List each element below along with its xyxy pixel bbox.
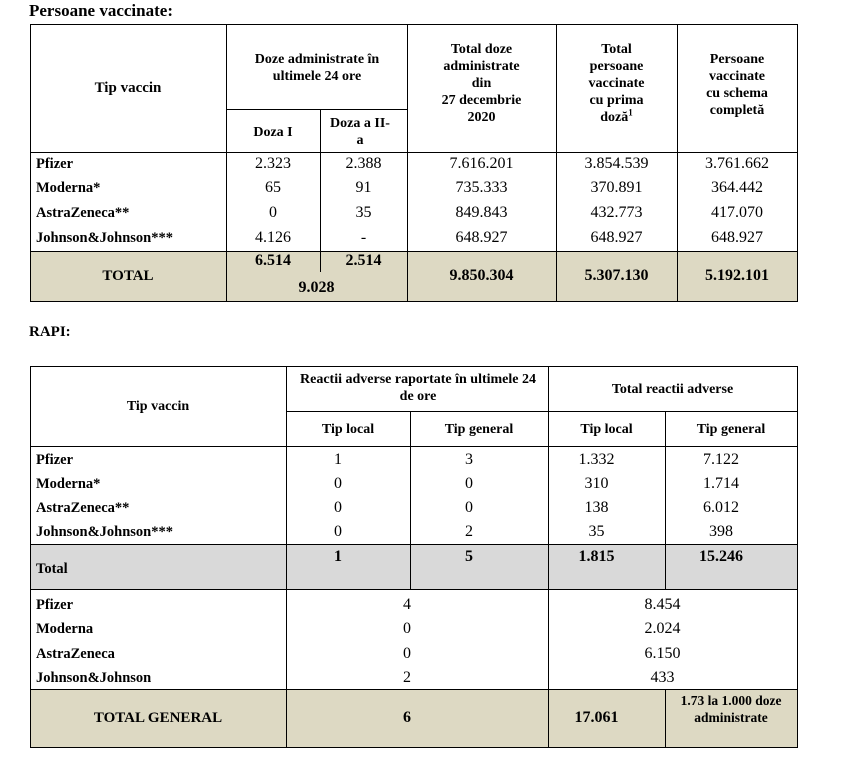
header-tip-vaccin: Tip vaccin (126, 399, 190, 414)
grand-total-24h: 6 (403, 709, 411, 726)
row-vaccine-name: Pfizer (36, 597, 74, 613)
footnote-marker: 1 (628, 107, 633, 118)
cell-local-total: 1.332 (578, 451, 615, 468)
total-label: Total (36, 561, 68, 577)
grand-total-ratio: 1.73 la 1.000 doze administrate (680, 693, 782, 725)
row-vaccine-name: Johnson&Johnson*** (36, 230, 173, 246)
cell-general-total: 6.012 (703, 499, 739, 516)
header-first-line-1: Total (601, 42, 632, 57)
total-first-dose: 5.307.130 (584, 267, 649, 284)
cell-general-total: 7.122 (703, 451, 739, 468)
cell-first-dose: 432.773 (590, 204, 643, 221)
total-general-total: 15.246 (699, 548, 743, 565)
cell-total-doses: 7.616.201 (449, 155, 514, 172)
header-first-line-5 (556, 109, 677, 126)
cell-local-total: 138 (584, 499, 609, 516)
row-vaccine-name: Moderna (36, 621, 94, 637)
header-general-24h: Tip general (444, 422, 514, 437)
cell-reactions-total: 6.150 (644, 645, 681, 662)
total-dose2-24h: 2.514 (345, 252, 382, 269)
row-vaccine-name: AstraZeneca** (36, 500, 130, 516)
header-tip-vaccin: Tip vaccin (94, 80, 162, 96)
cell-first-dose: 370.891 (590, 179, 643, 196)
header-reactions-24h: Reactii adverse raportate în ultimele 24 de ore (300, 372, 536, 404)
cell-reactions-24h: 4 (403, 596, 411, 613)
header-first-dose (556, 41, 677, 126)
cell-general-total: 1.714 (703, 475, 739, 492)
header-local-total: Tip local (580, 422, 633, 437)
cell-dose1-24h: 2.323 (255, 155, 291, 172)
header-local-24h: Tip local (321, 422, 375, 437)
header-total-line-1: Total doze (450, 42, 513, 57)
total-doses: 9.850.304 (449, 267, 514, 284)
cell-first-dose: 648.927 (590, 229, 643, 246)
row-vaccine-name: Moderna* (36, 180, 101, 196)
header-total-reactions: Total reactii adverse (611, 382, 734, 397)
cell-reactions-total: 433 (650, 669, 675, 686)
grand-total-reactions: 17.061 (574, 709, 619, 726)
cell-complete: 417.070 (711, 204, 763, 221)
cell-general-24h: 2 (465, 523, 473, 540)
cell-local-24h: 0 (334, 523, 342, 540)
cell-complete: 3.761.662 (705, 155, 769, 172)
cell-reactions-24h: 2 (403, 669, 411, 686)
cell-reactions-24h: 0 (403, 645, 411, 662)
cell-local-24h: 0 (334, 499, 342, 516)
row-vaccine-name: Pfizer (36, 452, 74, 468)
cell-total-doses: 849.843 (455, 204, 508, 221)
header-first-line-5-text: doză (600, 110, 629, 125)
cell-local-total: 35 (588, 523, 605, 540)
header-complete-schema (677, 51, 797, 119)
row-vaccine-name: AstraZeneca (36, 646, 115, 662)
grand-total-label: TOTAL GENERAL (93, 710, 223, 726)
total-label: TOTAL (102, 268, 154, 284)
cell-local-24h: 1 (334, 451, 342, 468)
cell-general-24h: 0 (465, 475, 473, 492)
cell-reactions-total: 8.454 (644, 596, 681, 613)
header-complete-line-2: vaccinate (709, 69, 765, 84)
header-total-line-2: administrate (443, 59, 520, 74)
header-general-total: Tip general (696, 422, 766, 437)
cell-local-24h: 0 (334, 475, 342, 492)
header-total-line-4: 27 decembrie (441, 93, 522, 108)
cell-local-total: 310 (584, 475, 609, 492)
cell-total-doses: 735.333 (455, 179, 508, 196)
cell-complete: 364.442 (711, 179, 763, 196)
cell-dose1-24h: 4.126 (255, 229, 291, 246)
header-doses-24h: Doze administrate în ultimele 24 ore (254, 52, 380, 84)
row-vaccine-name: Moderna* (36, 476, 101, 492)
cell-reactions-total: 2.024 (644, 620, 681, 637)
header-first-line-3: vaccinate (588, 76, 645, 91)
header-total-line-3: din (471, 76, 492, 91)
total-general-24h: 5 (465, 548, 473, 565)
cell-dose2-24h: 35 (355, 204, 372, 221)
header-complete-line-4: completă (709, 103, 765, 118)
total-dose1-24h: 6.514 (255, 252, 291, 269)
header-complete-line-3: cu schema (706, 86, 768, 101)
cell-dose2-24h: 91 (355, 179, 372, 196)
header-complete-line-1: Persoane (709, 52, 765, 67)
total-24h-sum: 9.028 (298, 279, 335, 296)
total-complete: 5.192.101 (705, 267, 769, 284)
header-first-line-4: cu prima (589, 93, 644, 108)
cell-general-24h: 0 (465, 499, 473, 516)
cell-first-dose: 3.854.539 (584, 155, 649, 172)
row-vaccine-name: AstraZeneca** (36, 205, 130, 221)
cell-dose2-24h: - (360, 229, 367, 246)
row-vaccine-name: Pfizer (36, 156, 74, 172)
cell-reactions-24h: 0 (403, 620, 411, 637)
header-total-line-5: 2020 (467, 110, 496, 125)
cell-general-total: 398 (709, 523, 733, 540)
header-doza-2: Doza a II-a (330, 116, 390, 148)
total-local-24h: 1 (334, 548, 342, 565)
header-first-line-2: persoane (589, 59, 644, 74)
row-vaccine-name: Johnson&Johnson (36, 670, 152, 686)
cell-total-doses: 648.927 (455, 229, 508, 246)
cell-dose1-24h: 0 (269, 204, 277, 221)
header-total-doses (407, 41, 556, 126)
cell-general-24h: 3 (465, 451, 473, 468)
section-title-vaccinated: Persoane vaccinate: (29, 1, 173, 20)
cell-dose1-24h: 65 (265, 179, 281, 196)
section-title-rapi: RAPI: (29, 324, 71, 340)
cell-complete: 648.927 (711, 229, 763, 246)
total-local-total: 1.815 (578, 548, 615, 565)
row-vaccine-name: Johnson&Johnson*** (36, 524, 173, 540)
header-doza-1: Doza I (253, 125, 293, 140)
cell-dose2-24h: 2.388 (345, 155, 382, 172)
